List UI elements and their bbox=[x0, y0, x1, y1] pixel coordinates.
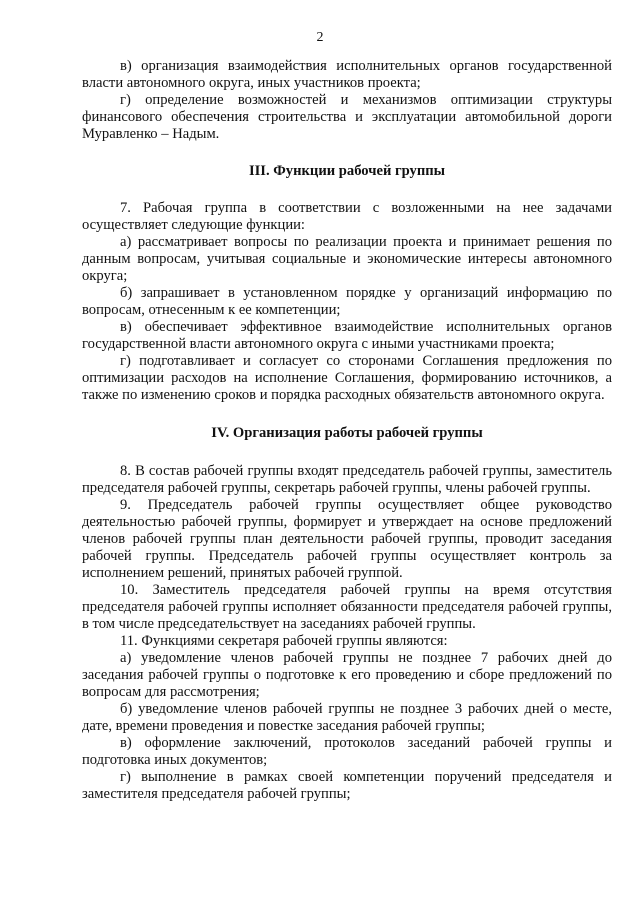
clause-7-b: б) запрашивает в установленном порядке у организаций информацию по вопросам, отнесенным к ее компетенции; bbox=[82, 285, 612, 318]
intro-item-g: г) определение возможностей и механизмов оптимизации структуры финансового обеспечения строительства и эксплуатации автомобильной дороги Муравленко – Надым. bbox=[82, 92, 612, 142]
clause-7-v: в) обеспечивает эффективное взаимодействие исполнительных органов государственной власти автономного округа с иными участниками проекта; bbox=[82, 319, 612, 352]
section-3-heading: III. Функции рабочей группы bbox=[248, 163, 446, 179]
clause-11-b: б) уведомление членов рабочей группы не позднее 3 рабочих дней о месте, дате, времени проведения и повестке заседания рабочей группы; bbox=[82, 701, 612, 734]
clause-7: 7. Рабочая группа в соответствии с возложенными на нее задачами осуществляет следующие функции: bbox=[82, 200, 612, 233]
document-body bbox=[82, 58, 612, 803]
clause-11-g: г) выполнение в рамках своей компетенции поручений председателя и заместителя председателя рабочей группы; bbox=[82, 769, 612, 802]
clause-11-v: в) оформление заключений, протоколов заседаний рабочей группы и подготовка иных документов; bbox=[82, 735, 612, 768]
page-number: 2 bbox=[316, 30, 324, 45]
clause-11: 11. Функциями секретаря рабочей группы являются: bbox=[120, 633, 448, 649]
clause-9: 9. Председатель рабочей группы осуществляет общее руководство деятельностью рабочей группы, формирует и утверждает на основе предложений членов рабочей группы план деятельности рабочей группы, проводит заседания рабочей группы. Председатель рабочей группы осуществляет контроль за исполнением решений, принятых рабочей группой. bbox=[82, 497, 612, 581]
clause-10: 10. Заместитель председателя рабочей группы на время отсутствия председателя рабочей группы исполняет обязанности председателя рабочей группы, в том числе председательствует на заседаниях рабочей группы. bbox=[82, 582, 612, 632]
intro-item-v: в) организация взаимодействия исполнительных органов государственной власти автономного округа, иных участников проекта; bbox=[82, 58, 612, 91]
clause-7-g: г) подготавливает и согласует со сторонами Соглашения предложения по оптимизации расходов на исполнение Соглашения, формированию источников, а также по изменению сроков и порядка расходных обязательств автономного округа. bbox=[82, 353, 612, 403]
clause-8: 8. В состав рабочей группы входят председатель рабочей группы, заместитель председателя рабочей группы, секретарь рабочей группы, члены рабочей группы. bbox=[82, 463, 612, 496]
clause-7-a: а) рассматривает вопросы по реализации проекта и принимает решения по данным вопросам, учитывая социальные и экономические интересы автономного округа; bbox=[82, 234, 612, 284]
clause-11-a: а) уведомление членов рабочей группы не позднее 7 рабочих дней до заседания рабочей группы о подготовке к его проведению и сборе предложений по вопросам для рассмотрения; bbox=[82, 650, 612, 700]
section-4-heading: IV. Организация работы рабочей группы bbox=[211, 425, 483, 441]
